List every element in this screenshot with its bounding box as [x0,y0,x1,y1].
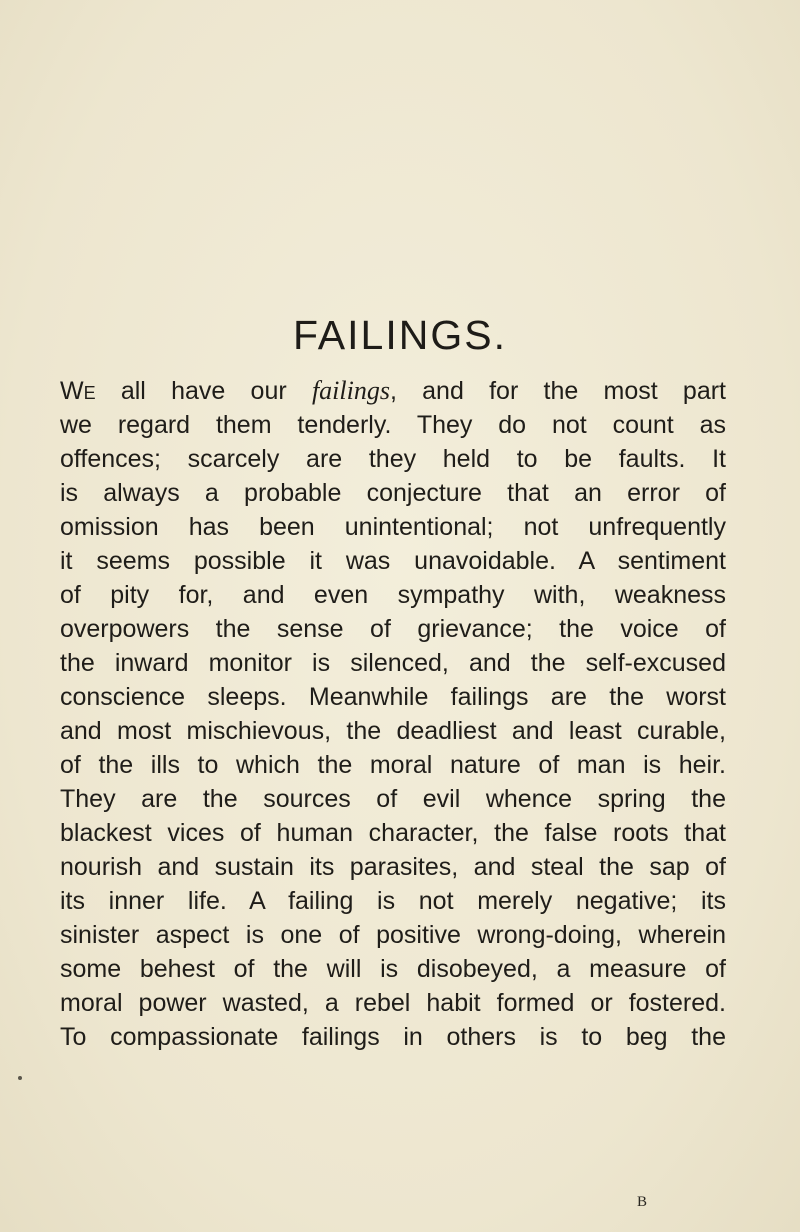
text-line: nourish and sustain its parasites, and steal the sap of [60,853,726,881]
text-line: some behest of the will is disobeyed, a measure of [60,955,726,983]
text-line: moral power wasted, a rebel habit formed or fostered. [60,989,726,1017]
text-line: of the ills to which the moral nature of man is heir. [60,751,726,779]
text-line: conscience sleeps. Meanwhile failings are the worst [60,683,726,711]
text-line: the inward monitor is silenced, and the self-excused [60,649,726,677]
opening-word: We [60,377,96,405]
text-line: blackest vices of human character, the false roots that [60,819,726,847]
signature-mark: B [637,1194,648,1210]
text-line: They are the sources of evil whence spring the [60,785,726,813]
text-line: overpowers the sense of grievance; the voice of [60,615,726,643]
text-line: To compassionate failings in others is to beg the [60,1023,726,1051]
text-line: it seems possible it was unavoidable. A sentiment [60,547,726,575]
text-line: we regard them tenderly. They do not count as [60,411,726,439]
text-line: is always a probable conjecture that an error of [60,479,726,507]
text-line-first [60,374,726,408]
text-line: offences; scarcely are they held to be faults. It [60,445,726,473]
emphasized-word: failings [311,376,390,405]
first-line-pre: all have our [95,377,312,405]
text-lines [60,408,726,1054]
text-line: its inner life. A failing is not merely negative; its [60,887,726,915]
text-line: omission has been unintentional; not unfrequently [60,513,726,541]
first-line-post: , and for the most part [389,377,726,405]
text-line: of pity for, and even sympathy with, weakness [60,581,726,609]
text-line: sinister aspect is one of positive wrong-doing, wherein [60,921,726,949]
margin-mark [18,1076,22,1080]
text-line: and most mischievous, the deadliest and least curable, [60,717,726,745]
chapter-title: FAILINGS. [293,312,507,358]
body-text [60,374,726,1054]
